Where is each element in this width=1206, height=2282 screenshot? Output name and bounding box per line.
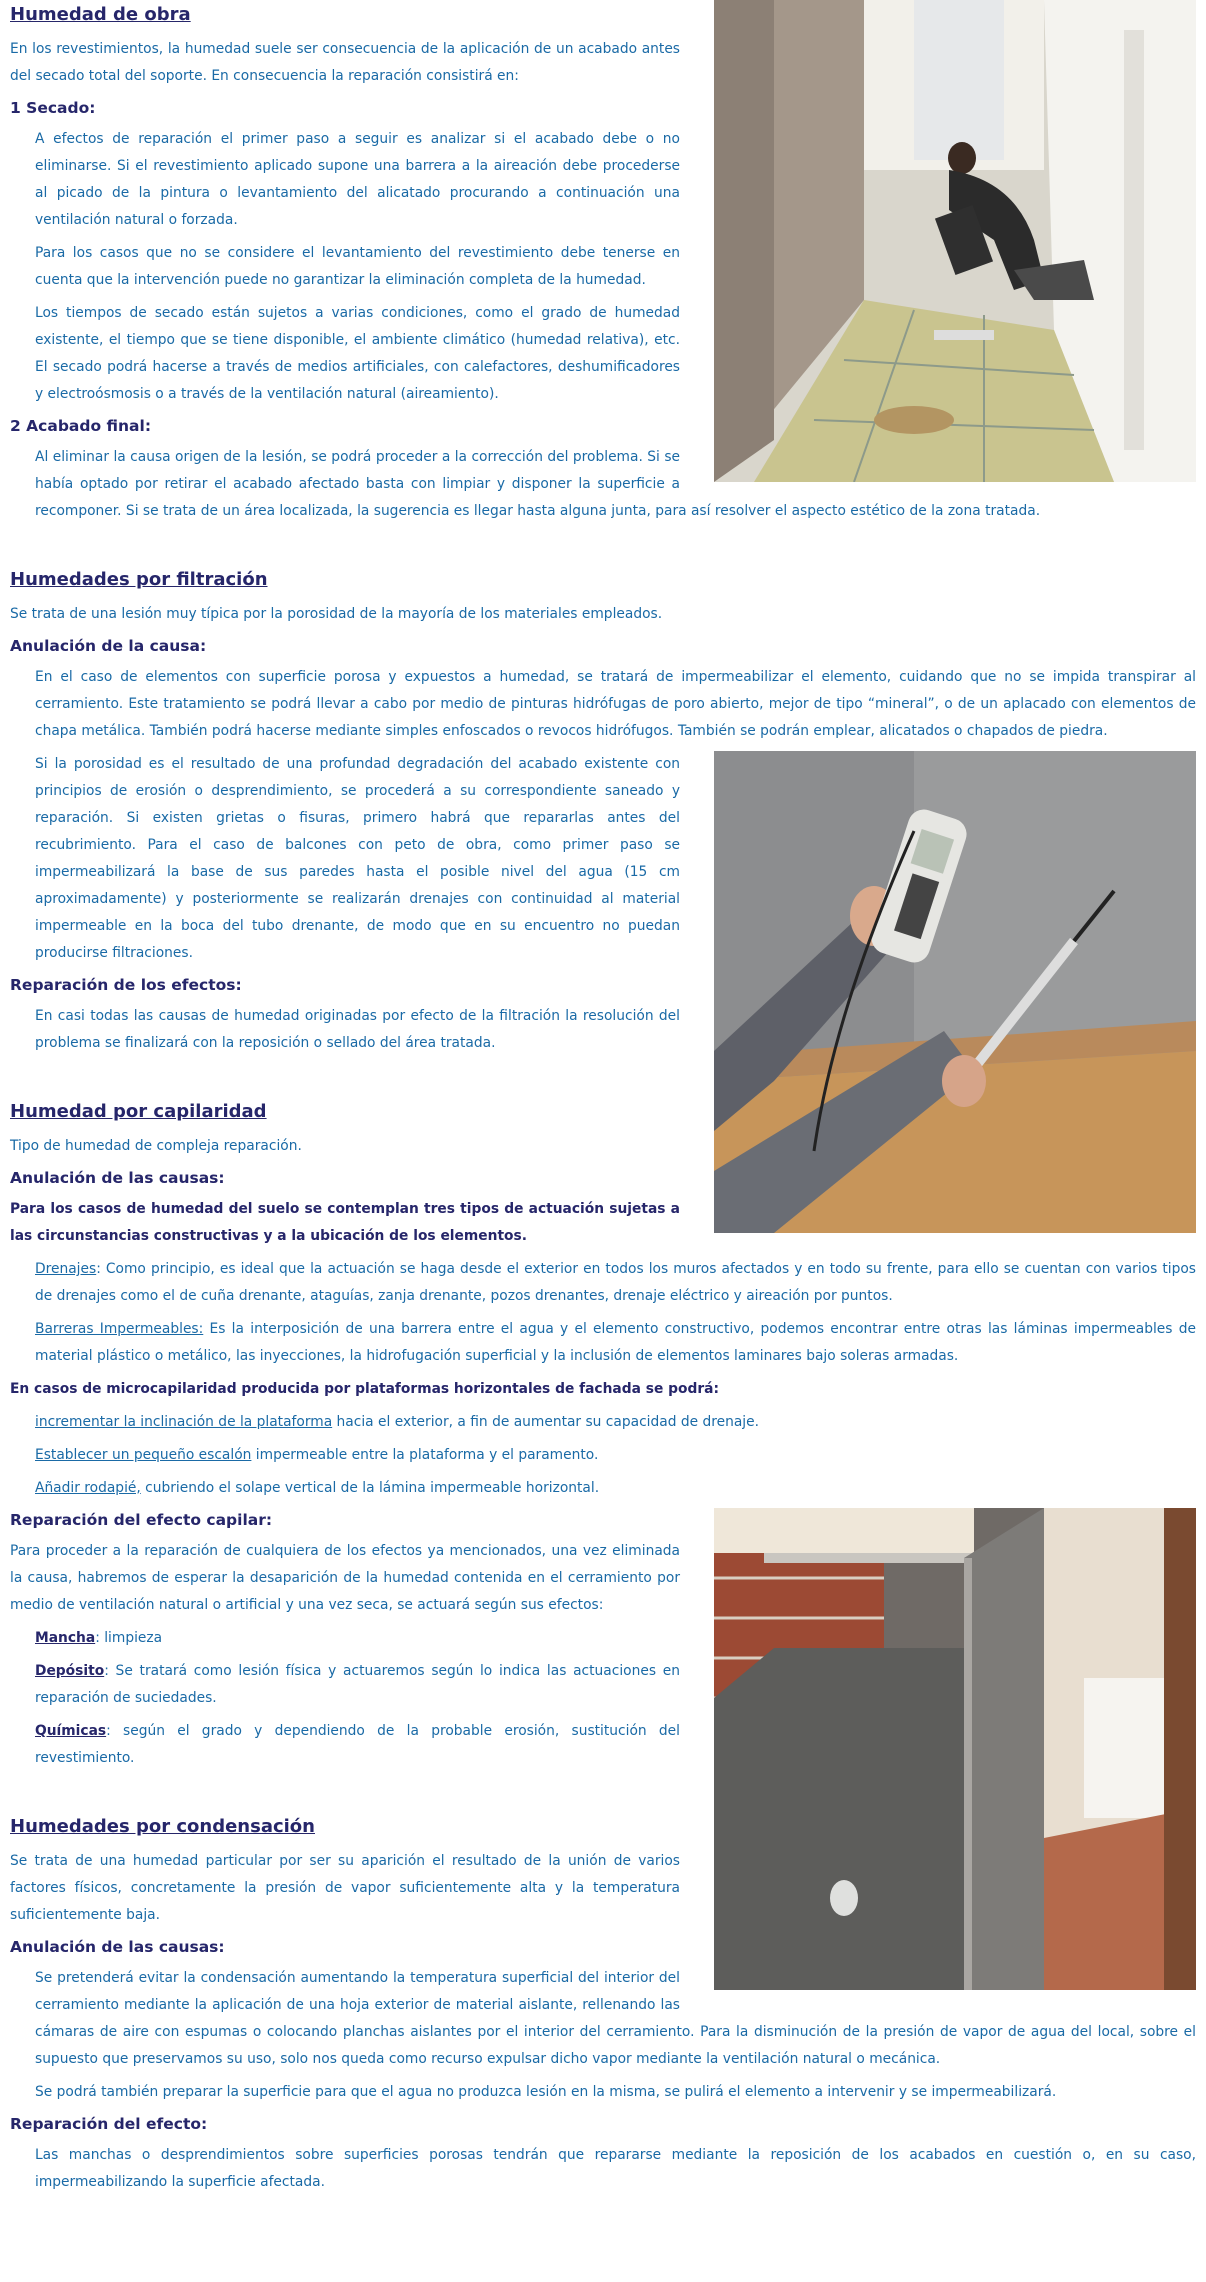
drenajes-paragraph — [35, 1256, 1196, 1310]
section-title-capilaridad: Humedad por capilaridad — [10, 1101, 267, 1122]
quimicas-text: : según el grado y dependiendo de la probable erosión, sustitución del revestimiento. — [35, 1723, 680, 1766]
photo-humidity-meter — [714, 751, 1196, 1233]
photo-wall-repair-brick — [714, 1508, 1196, 1990]
heading-reparacion-capilar: Reparación del efecto capilar: — [10, 1511, 273, 1529]
photo-worker-removing-tiles — [714, 0, 1196, 482]
item3-label: Añadir rodapié, — [35, 1480, 141, 1496]
filtracion-anulacion-paragraph-1: En el caso de elementos con superficie porosa y expuestos a humedad, se tratará de impermeabilizar el elemento, cuidando que no se impida transpirar al cerramiento. Este tratamiento se podrá llevar a cabo por medio de pinturas hidrófugas de poro abierto, mejor de tipo “mineral”, o de un aplacado con elementos de chapa metálica. También podrá hacerse mediante simples enfoscados o revocos hidrófugos. También se podrán emplear, alicatados o chapados de piedra. — [35, 669, 1196, 739]
heading-anulacion-capilaridad: Anulación de las causas: — [10, 1169, 225, 1187]
capilaridad-intro: Tipo de humedad de compleja reparación. — [10, 1138, 302, 1154]
item2-label: Establecer un pequeño escalón — [35, 1447, 252, 1463]
quimicas-label: Químicas — [35, 1723, 107, 1739]
capilar-reparacion-paragraph: Para proceder a la reparación de cualquiera de los efectos ya mencionados, una vez eliminada la causa, habremos de esperar la desaparición de la humedad contenida en el cerramiento por medio de ventilación natural o artificial y una vez seca, se actuará según sus efectos: — [10, 1543, 680, 1613]
secado-paragraph-2: Para los casos que no se considere el levantamiento del revestimiento debe tenerse en cuenta que la intervención puede no garantizar la eliminación completa de la humedad. — [35, 245, 680, 288]
item1-text: hacia el exterior, a fin de aumentar su capacidad de drenaje. — [332, 1414, 759, 1430]
barreras-text: Es la interposición de una barrera entre el agua y el elemento constructivo, podemos encontrar entre otras las láminas impermeables de material plástico o metálico, las inyecciones, la hidrofugación superficial y la inclusión de elementos laminares bajo soleras armadas. — [35, 1321, 1196, 1364]
acabado-paragraph: Al eliminar la causa origen de la lesión, se podrá proceder a la corrección del problema. Si se había optado por retirar el acabado afectado basta con limpiar y disponer la superficie a recomponer. Si se trata de un área localizada, la sugerencia es llegar hasta alguna junta, para así resolver el aspecto estético de la zona tratada. — [35, 449, 1041, 519]
heading-reparacion-condensacion: Reparación del efecto: — [10, 2115, 208, 2133]
deposito-text: : Se tratará como lesión física y actuaremos según lo indica las actuaciones en reparación de suciedades. — [35, 1663, 680, 1706]
microcap-item-3 — [35, 1475, 1196, 1502]
mancha-text: : limpieza — [95, 1630, 163, 1646]
filtracion-anulacion-paragraph-2: Si la porosidad es el resultado de una profundad degradación del acabado existente con principios de erosión o desprendimiento, se procederá a su correspondiente saneado y reparación. Si existen grietas o fisuras, primero habrá que repararlas antes del recubrimiento. Para el caso de balcones con peto de obra, como primer paso se impermeabilizará la base de sus paredes hasta el posible nivel del agua (15 cm aproximadamente) y posteriormente se realizarán drenajes con continuidad al material impermeable en la boca del tubo drenante, de modo que en su encuentro no puedan producirse filtraciones. — [35, 756, 680, 961]
capilaridad-bold-paragraph-1: Para los casos de humedad del suelo se contemplan tres tipos de actuación sujetas a las circunstancias constructivas y a la ubicación de los elementos. — [10, 1201, 680, 1244]
heading-acabado: 2 Acabado final: — [10, 417, 152, 435]
section-title-filtracion: Humedades por filtración — [10, 569, 268, 590]
secado-paragraph-3: Los tiempos de secado están sujetos a varias condiciones, como el grado de humedad existente, el tiempo que se tiene disponible, el ambiente climático (humedad relativa), etc. El secado podrá hacerse a través de medios artificiales, con calefactores, deshumificadores y electroósmosis o a través de la ventilación natural (aireamiento). — [35, 305, 680, 402]
condensacion-intro: Se trata de una humedad particular por ser su aparición el resultado de la unión de varios factores físicos, concretamente la presión de vapor suficientemente alta y la temperatura suficientemente baja. — [10, 1853, 680, 1923]
heading-anulacion-filtracion: Anulación de la causa: — [10, 637, 207, 655]
condensacion-reparacion-paragraph: Las manchas o desprendimientos sobre superficies porosas tendrán que repararse mediante la reposición de los acabados en cuestión o, en su caso, impermeabilizando la superficie afectada. — [35, 2147, 1196, 2190]
item1-label: incrementar la inclinación de la plataforma — [35, 1414, 333, 1430]
microcap-item-1 — [35, 1409, 1196, 1436]
barreras-label: Barreras Impermeables: — [35, 1321, 204, 1337]
condensacion-anulacion-paragraph-2: Se podrá también preparar la superficie para que el agua no produzca lesión en la misma, se pulirá el elemento a intervenir y se impermeabilizará. — [35, 2084, 1057, 2100]
section-title-obra: Humedad de obra — [10, 4, 191, 25]
condensacion-anulacion-paragraph-1: Se pretenderá evitar la condensación aumentando la temperatura superficial del interior del cerramiento mediante la aplicación de una hoja exterior de material aislante, rellenando las cámaras de aire con espumas o colocando planchas aislantes por el interior del cerramiento. Para la disminución de la presión de vapor de agua del local, sobre el supuesto que preservamos su uso, solo nos queda como recurso expulsar dicho vapor mediante la ventilación natural o mecánica. — [35, 1970, 1196, 2067]
item2-text: impermeable entre la plataforma y el paramento. — [251, 1447, 599, 1463]
heading-anulacion-condensacion: Anulación de las causas: — [10, 1938, 225, 1956]
heading-reparacion-filtracion: Reparación de los efectos: — [10, 976, 242, 994]
heading-secado: 1 Secado: — [10, 99, 96, 117]
barreras-paragraph — [35, 1316, 1196, 1370]
drenajes-text: : Como principio, es ideal que la actuación se haga desde el exterior en todos los muros afectados y en todo su frente, para ello se cuentan con varios tipos de drenajes como el de cuña drenante, ataguías, zanja drenante, pozos drenantes, drenaje eléctrico y aireación por puntos. — [35, 1261, 1196, 1304]
article — [10, 0, 1196, 2202]
item3-text: cubriendo el solape vertical de la lámina impermeable horizontal. — [140, 1480, 600, 1496]
microcap-item-2 — [35, 1442, 1196, 1469]
filtracion-reparacion-paragraph: En casi todas las causas de humedad originadas por efecto de la filtración la resolución del problema se finalizará con la reposición o sellado del área tratada. — [35, 1008, 680, 1051]
filtracion-intro: Se trata de una lesión muy típica por la porosidad de la mayoría de los materiales empleados. — [10, 606, 663, 622]
obra-intro: En los revestimientos, la humedad suele ser consecuencia de la aplicación de un acabado antes del secado total del soporte. En consecuencia la reparación consistirá en: — [10, 41, 680, 84]
capilaridad-bold-paragraph-2: En casos de microcapilaridad producida por plataformas horizontales de fachada se podrá: — [10, 1381, 719, 1397]
section-title-condensacion: Humedades por condensación — [10, 1816, 315, 1837]
mancha-label: Mancha — [35, 1630, 96, 1646]
drenajes-label: Drenajes — [35, 1261, 97, 1277]
deposito-label: Depósito — [35, 1663, 105, 1679]
secado-paragraph-1: A efectos de reparación el primer paso a seguir es analizar si el acabado debe o no eliminarse. Si el revestimiento aplicado supone una barrera a la aireación debe procederse al picado de la pintura o levantamiento del alicatado procurando a continuación una ventilación natural o forzada. — [35, 131, 680, 228]
